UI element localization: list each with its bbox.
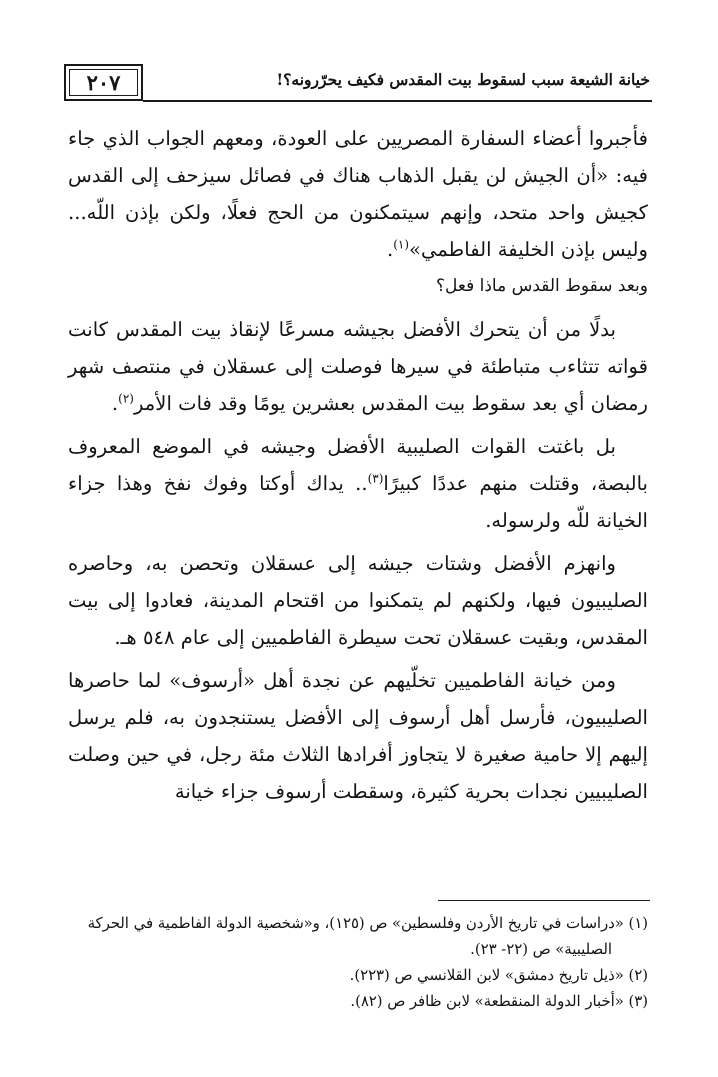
body-text (68, 120, 648, 810)
footnote-3: (٣) «أخبار الدولة المنقطعة» لابن ظافر ص (٨٢). (350, 993, 648, 1010)
paragraph-3 (68, 311, 648, 422)
page-number-frame (64, 64, 143, 101)
paragraph-5: وانهزم الأفضل وشتات جيشه إلى عسقلان وتحصن به، وحاصره الصليبيون فيها، ولكنهم لم يتمكنوا من اقتحام المدينة، فعادوا إلى بيت المقدس، وبقيت عسقلان تحت سيطرة الفاطميين إلى عام ٥٤٨ هـ. (68, 552, 648, 649)
footnotes (68, 911, 648, 1015)
paragraph-1-end: . (386, 238, 394, 261)
running-head: خيانة الشيعة سبب لسقوط بيت المقدس فكيف يحرّرونه؟! (276, 70, 650, 89)
footnote-ref-3: (٣) (367, 471, 384, 486)
page-number: ٢٠٧ (86, 70, 121, 95)
paragraph-1-text: فأجبروا أعضاء السفارة المصريين على العودة، ومعهم الجواب الذي جاء فيه: «أن الجيش لن يقبل الذهاب هناك في فصائل سيزحف إلى القدس كجيش واحد متحد، وإنهم سيتمكنون من الحج فعلًا، ولكن بإذن اللّه... وليس بإذن الخليفة الفاطمي» (68, 127, 648, 261)
paragraph-4-text-a: بل باغتت القوات الصليبية الأفضل وجيشه في الموضع المعروف بالبصة، وقتلت منهم عددًا كبيرًا (68, 435, 648, 495)
paragraph-4 (68, 428, 648, 539)
paragraph-2: وبعد سقوط القدس ماذا فعل؟ (435, 276, 648, 296)
paragraph-1 (68, 120, 648, 268)
paragraph-3-text: بدلًا من أن يتحرك الأفضل بجيشه مسرعًا لإنقاذ بيت المقدس كانت قواته تتثاءب متباطئة في سيرها فوصلت إلى عسقلان في منتصف شهر رمضان أي بعد سقوط بيت المقدس بعشرين يومًا وقد فات الأمر (68, 318, 648, 415)
footnote-rule (438, 900, 650, 901)
footnote-1: (١) «دراسات في تاريخ الأردن وفلسطين» ص (١٢٥)، و«شخصية الدولة الفاطمية في الحركة (87, 915, 648, 932)
footnote-ref-2: (٢) (118, 391, 134, 406)
footnote-ref-1: (١) (393, 237, 410, 252)
paragraph-4-text-b: .. يداك أوكتا وفوك نفخ وهذا جزاء الخيانة للّه ولرسوله. (68, 472, 648, 532)
paragraph-6: ومن خيانة الفاطميين تخلّيهم عن نجدة أهل «أرسوف» لما حاصرها الصليبيون، فأرسل أهل أرسوف إلى الأفضل يستنجدون به، فلم يرسل إليهم إلا حامية صغيرة لا يتجاوز أفرادها الثلاث مئة رجل، في حين وصلت الصليبيين نجدات بحرية كثيرة، وسقطت أرسوف جزاء خيانة (68, 669, 648, 803)
paragraph-3-end: . (111, 392, 119, 415)
header-rule (143, 100, 652, 102)
footnote-2: (٢) «ذيل تاريخ دمشق» لابن القلانسي ص (٢٢٣). (349, 967, 648, 984)
footnote-1-continued: الصليبية» ص (٢٢- ٢٣). (470, 941, 612, 958)
